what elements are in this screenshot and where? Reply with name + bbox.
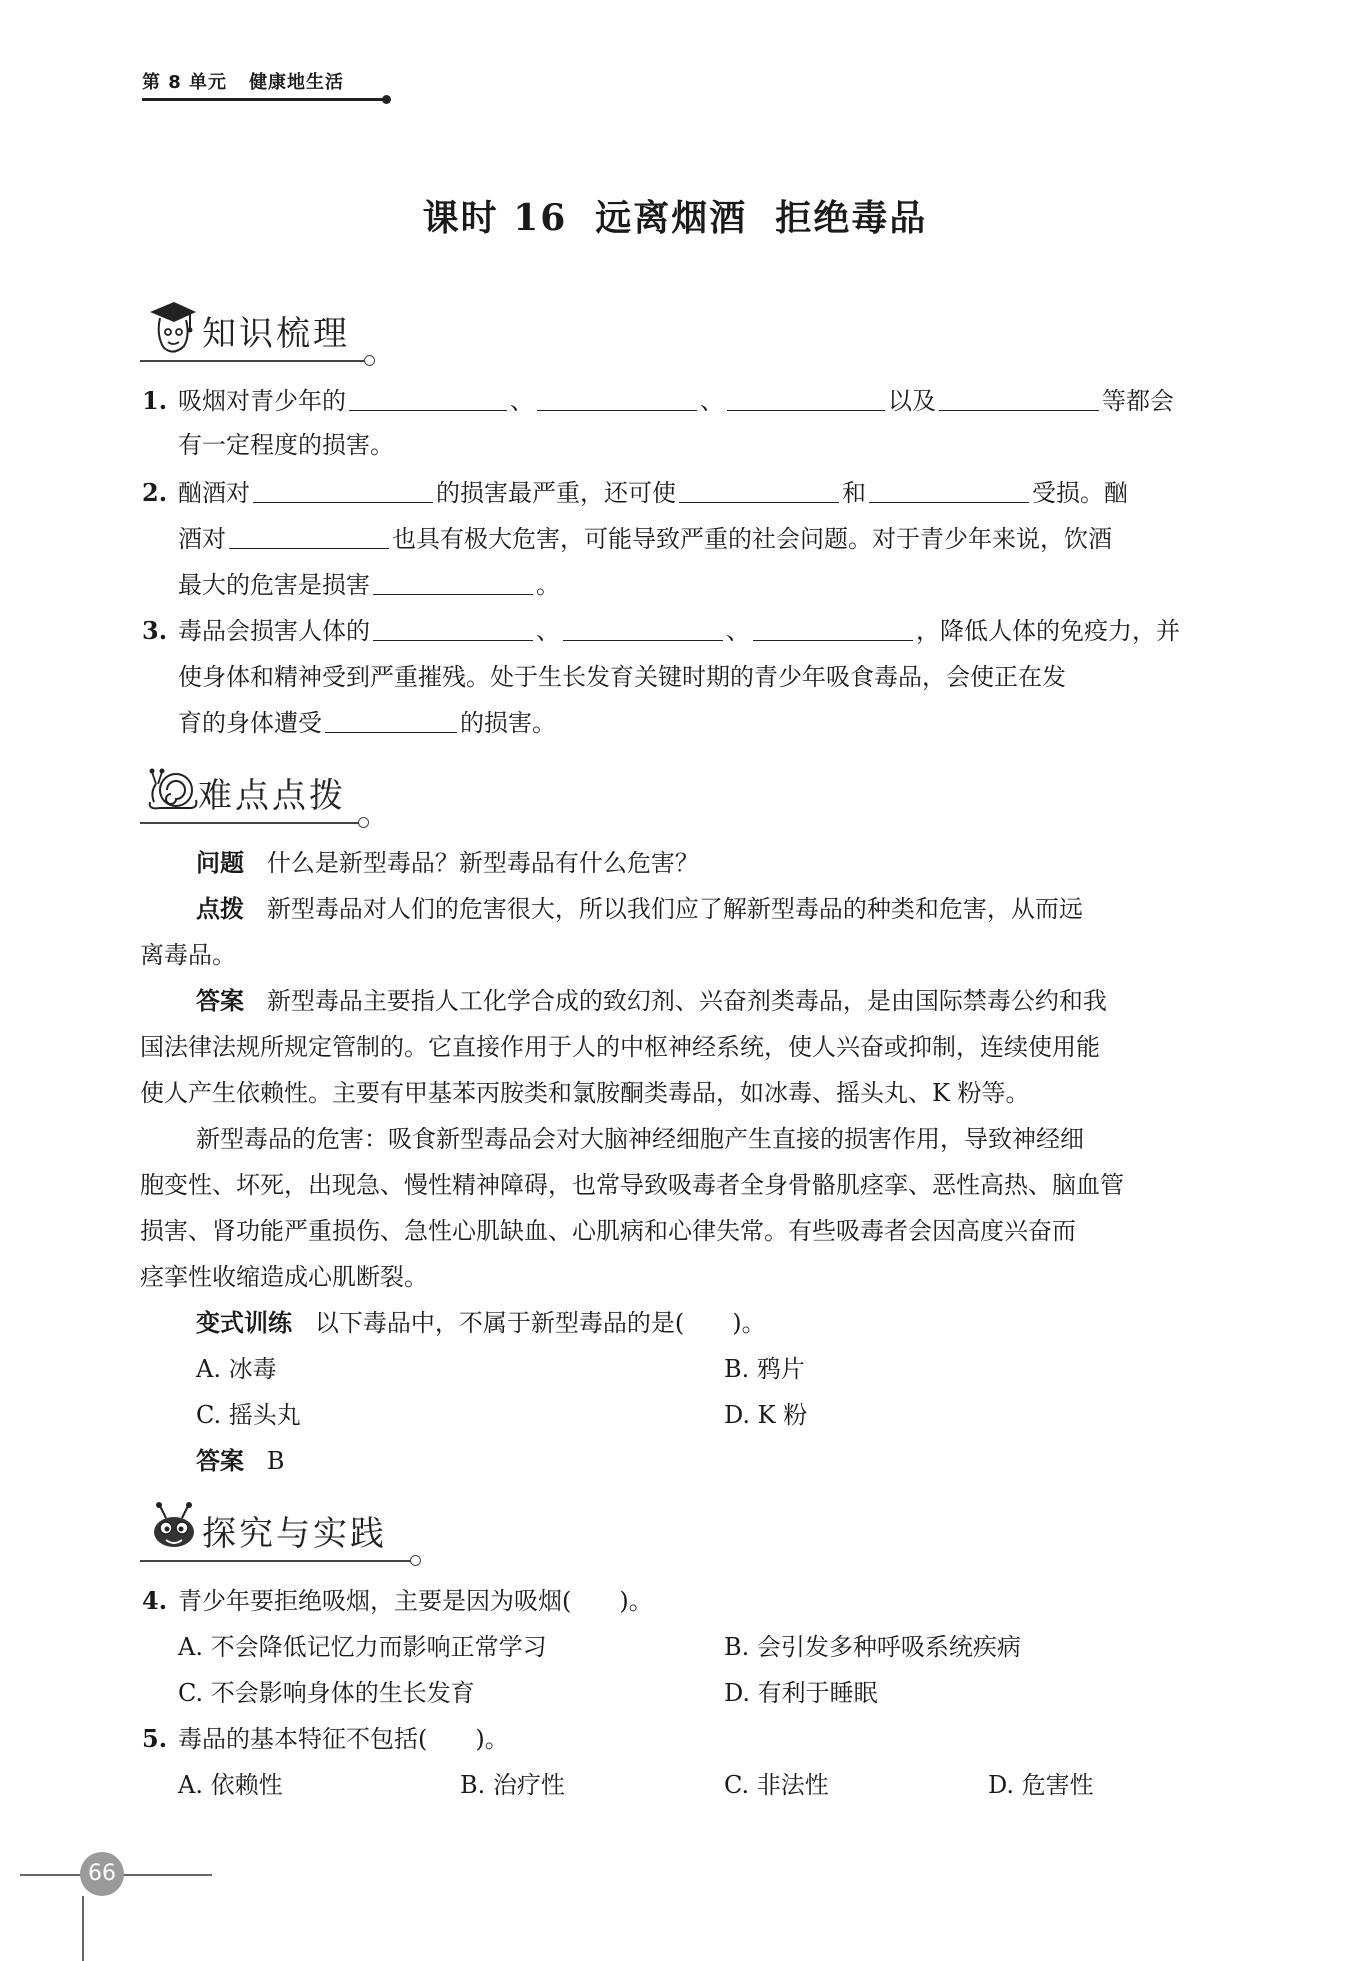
section-difficulty (140, 760, 380, 830)
section-rule (140, 822, 360, 824)
variant-answer (196, 1444, 285, 1478)
answer-blank[interactable] (537, 384, 697, 411)
answer-blank[interactable] (325, 706, 457, 733)
q4-text: 青少年要拒绝吸烟，主要是因为吸烟( )。 (178, 1587, 653, 1615)
answer-blank[interactable] (563, 614, 723, 641)
q1-text: 吸烟对青少年的 (178, 387, 346, 415)
hint-line2: 离毒品。 (140, 941, 236, 969)
q2-text: 和 (842, 479, 866, 507)
q3-line3 (178, 706, 556, 740)
q4-option-a: A. 不会降低记忆力而影响正常学习 (178, 1633, 547, 1661)
lesson-title-a: 远离烟酒 (595, 197, 748, 239)
difficulty-answer (196, 984, 1107, 1018)
q5-option-d: D. 危害性 (988, 1771, 1094, 1799)
section-rule-end (410, 1555, 421, 1566)
answer-blank[interactable] (349, 384, 507, 411)
section-difficulty-title: 难点点拨 (198, 776, 346, 816)
variant-exercise (196, 1306, 766, 1340)
q3-text: 育的身体遭受 (178, 709, 322, 737)
q2-text: 酒对 (178, 525, 226, 553)
q3-number: 3. (142, 616, 168, 645)
header-dot (382, 95, 391, 104)
answer-line3: 使人产生依赖性。主要有甲基苯丙胺类和氯胺酮类毒品，如冰毒、摇头丸、K 粉等。 (140, 1079, 1030, 1107)
answer-blank[interactable] (229, 522, 389, 549)
q3-text: 毒品会损害人体的 (178, 617, 370, 645)
option-c: C. 摇头丸 (196, 1401, 301, 1429)
harm-line2: 胞变性、坏死，出现急、慢性精神障碍，也常导致吸毒者全身骨骼肌痉挛、恶性高热、脑血管 (140, 1171, 1124, 1199)
lesson-title (0, 190, 1350, 241)
answer-blank[interactable] (373, 614, 533, 641)
q2-number: 2. (142, 478, 168, 507)
q2-text: 最大的危害是损害 (178, 571, 370, 599)
answer-blank[interactable] (753, 614, 913, 641)
q2-text: 酗酒对 (178, 479, 250, 507)
answer-text: 新型毒品主要指人工化学合成的致幻剂、兴奋剂类毒品，是由国际禁毒公约和我 (266, 987, 1107, 1015)
q2-line3 (178, 568, 560, 602)
question-text: 什么是新型毒品？新型毒品有什么危害？ (266, 849, 699, 877)
q1-sep: 、 (510, 387, 534, 415)
hint-text: 新型毒品对人们的危害很大，所以我们应了解新型毒品的种类和危害，从而远 (266, 895, 1083, 923)
q1-text: 等都会 (1102, 387, 1174, 415)
section-rule-end (358, 817, 369, 828)
answer-blank[interactable] (373, 568, 533, 595)
q4-option-c: C. 不会影响身体的生长发育 (178, 1679, 475, 1707)
graduation-cap-icon (146, 300, 198, 356)
q3-sep: 、 (536, 617, 560, 645)
q4-option-d: D. 有利于睡眠 (724, 1679, 878, 1707)
q4-stem (142, 1584, 653, 1618)
hint-label: 点拨 (196, 895, 244, 923)
answer-line2: 国法律法规所规定管制的。它直接作用于人的中枢神经系统，使人兴奋或抑制，连续使用能 (140, 1033, 1100, 1061)
q1-line1 (142, 384, 1174, 418)
variant-text: 以下毒品中，不属于新型毒品的是( )。 (314, 1309, 766, 1337)
unit-label: 第 8 单元 (142, 72, 228, 93)
lesson-title-b: 拒绝毒品 (775, 197, 928, 239)
answer-blank[interactable] (939, 384, 1099, 411)
q1-text: 以及 (888, 387, 936, 415)
q5-number: 5. (142, 1724, 168, 1753)
q4-number: 4. (142, 1586, 168, 1615)
difficulty-question (196, 846, 699, 880)
section-practice (140, 1498, 430, 1568)
q5-stem (142, 1722, 509, 1756)
answer-label: 答案 (196, 987, 244, 1015)
section-knowledge (140, 298, 380, 368)
running-header (142, 68, 344, 94)
lesson-number: 课时 16 (422, 197, 568, 239)
harm-line1: 新型毒品的危害：吸食新型毒品会对大脑神经细胞产生直接的损害作用，导致神经细 (196, 1125, 1084, 1153)
option-a: A. 冰毒 (196, 1355, 277, 1383)
q2-text: 的损害最严重，还可使 (436, 479, 676, 507)
q3-text: ，降低人体的免疫力，并 (916, 617, 1180, 645)
unit-theme: 健康地生活 (249, 72, 345, 93)
question-label: 问题 (196, 849, 244, 877)
answer-blank[interactable] (727, 384, 885, 411)
difficulty-hint (196, 892, 1083, 926)
q3-line2: 使身体和精神受到严重摧残。处于生长发育关键时期的青少年吸食毒品，会使正在发 (178, 663, 1066, 691)
q1-number: 1. (142, 386, 168, 415)
q2-text: 受损。酗 (1032, 479, 1128, 507)
snail-icon (146, 762, 202, 812)
section-practice-title: 探究与实践 (202, 1514, 387, 1554)
harm-line3: 损害、肾功能严重损伤、急性心肌缺血、心肌病和心律失常。有些吸毒者会因高度兴奋而 (140, 1217, 1076, 1245)
option-b: B. 鸦片 (724, 1355, 805, 1383)
harm-line4: 痉挛性收缩造成心肌断裂。 (140, 1263, 428, 1291)
q4-option-b: B. 会引发多种呼吸系统疾病 (724, 1633, 1021, 1661)
page-number: 66 (80, 1852, 124, 1896)
q3-text: 的损害。 (460, 709, 556, 737)
q3-sep: 、 (726, 617, 750, 645)
q5-text: 毒品的基本特征不包括( )。 (178, 1725, 509, 1753)
q2-text: 。 (536, 571, 560, 599)
section-rule (140, 1560, 412, 1562)
q2-text: 也具有极大危害，可能导致严重的社会问题。对于青少年来说，饮酒 (392, 525, 1112, 553)
q1-line2: 有一定程度的损害。 (178, 431, 394, 459)
option-d: D. K 粉 (724, 1401, 808, 1429)
answer-blank[interactable] (253, 476, 433, 503)
q5-option-a: A. 依赖性 (178, 1771, 283, 1799)
bug-character-icon (146, 1500, 202, 1552)
q5-option-b: B. 治疗性 (460, 1771, 565, 1799)
answer-blank[interactable] (869, 476, 1029, 503)
answer-value: B (266, 1447, 285, 1475)
answer-label: 答案 (196, 1447, 244, 1475)
header-rule (142, 98, 386, 101)
q2-line1 (142, 476, 1128, 510)
section-rule-end (364, 355, 375, 366)
section-knowledge-title: 知识梳理 (202, 314, 350, 354)
variant-label: 变式训练 (196, 1309, 292, 1337)
answer-blank[interactable] (679, 476, 839, 503)
footer-vertical-rule (82, 1896, 84, 1961)
q1-sep: 、 (700, 387, 724, 415)
q2-line2 (178, 522, 1112, 556)
q3-line1 (142, 614, 1180, 648)
q5-option-c: C. 非法性 (724, 1771, 829, 1799)
section-rule (140, 360, 366, 362)
